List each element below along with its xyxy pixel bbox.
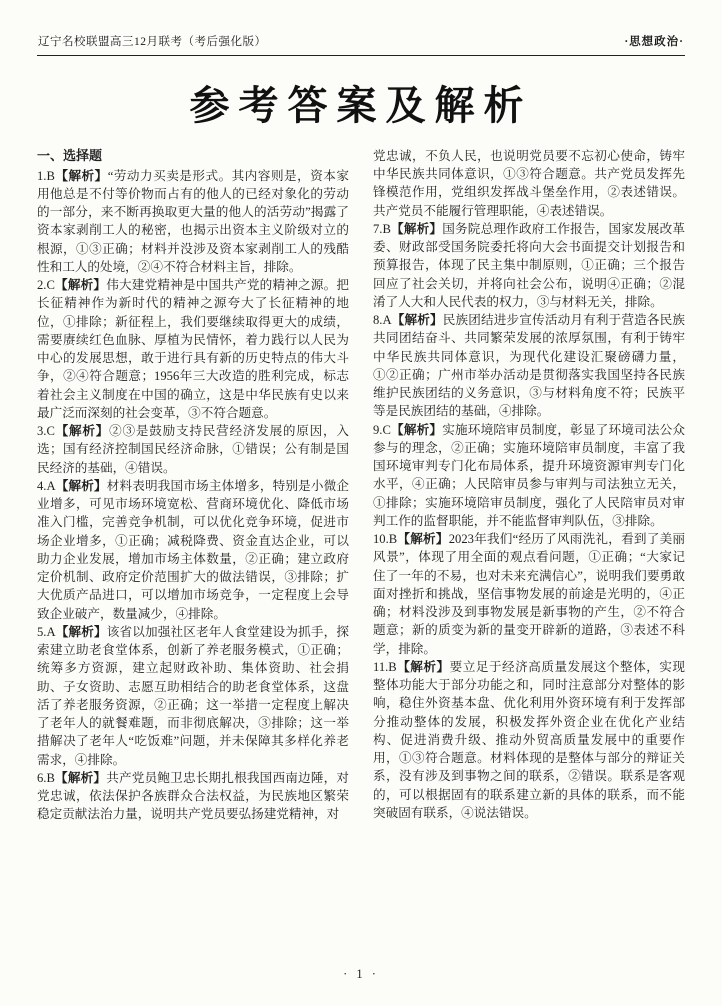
- answer-text: ②③是鼓励支持民营经济发展的原因，入选；国有经济控制国民经济命脉，①错误；公有制是国民经济的基础，④错误。: [37, 424, 350, 475]
- answer-item-4: [37, 477, 349, 623]
- subject-label: ·思想政治·: [624, 36, 684, 48]
- exam-title: 辽宁名校联盟高三12月联考（考后强化版）: [38, 36, 267, 48]
- answer-item-6-continuation: [373, 147, 685, 220]
- answer-text: 共产党员鲍卫忠长期扎根我国西南边陲，对党忠诚，依法保护各族群众合法权益，为民族地区繁荣稳定贡献法治力量，说明共产党员要弘扬建党精神，对: [37, 770, 350, 822]
- answer-number: 9.C: [373, 422, 391, 437]
- answer-item-11: [373, 658, 685, 822]
- answer-item-6: [37, 769, 349, 824]
- page-header: [37, 36, 685, 55]
- document-title: 参考答案及解析: [189, 82, 533, 128]
- answer-item-8: [373, 311, 685, 421]
- answer-text: 要立足于经济高质量发展这个整体，实现整体功能大于部分功能之和，同时注意部分对整体的影响，稳住外资基本盘、优化利用外资环境有利于发挥部分推动整体的发展，积极发挥外资企业在优化产业结构、促进消费升级、推动外贸高质量发展中的重要作用，①③符合题意。材料体现的是整体与部分的辩证关系，没有涉及到事物之间的联系，②错误。联系是客观的，可以根据固有的联系建立新的具体的联系，而不能突破固有联系，④说法错误。: [373, 659, 686, 820]
- answer-item-5: [37, 623, 349, 769]
- analysis-label: 【解析】: [54, 168, 108, 183]
- answer-number: 1.B: [37, 168, 55, 183]
- answer-text: 党忠诚，不负人民，也说明党员要不忘初心使命，铸牢中华民族共同体意识，①③符合题意。共产党员发挥先锋模范作用，党组织发挥战斗堡垒作用，②表述错误。共产党员不能履行管理职能，④表述错误。: [373, 148, 685, 218]
- answer-text: 民族团结进步宣传活动月有利于营造各民族共同团结奋斗、共同繁荣发展的浓厚氛围，有利于铸牢中华民族共同体意识，为现代化建设汇聚磅礴力量，①②正确；广州市举办活动是贯彻落实我国坚持各民族维护民族团结的义务意识，③与材料角度不符；民族平等是民族团结的基础，④排除。: [373, 313, 686, 419]
- answer-number: 3.C: [37, 424, 55, 439]
- answer-text: 实施环境陪审员制度，彰显了环境司法公众参与的理念，②正确；实施环境陪审员制度，丰富了我国环境审判专门化布局体系，提升环境资源审判专门化水平，④正确；人民陪审员参与审判与司法独立无关，①排除；实施环境陪审员制度，强化了人民陪审员对审判工作的监督职能，并不能监督审判队伍，③排除。: [373, 422, 686, 528]
- answer-number: 8.A: [373, 313, 392, 328]
- answer-item-3: [37, 422, 349, 477]
- analysis-label: 【解析】: [55, 478, 107, 493]
- answer-number: 2.C: [37, 278, 55, 293]
- answer-item-7: [373, 220, 685, 311]
- section-heading: 一、选择题: [37, 147, 103, 163]
- answer-text: 2023年我们“经历了风雨洗礼，看到了美丽风景”，体现了用全面的观点看问题，①正确；“大家记住了一年的不易，也对未来充满信心”，说明我们要勇敢面对挫折和挑战，坚信事物发展的前途是光明的，④正确；材料没涉及到事物发展是新事物的产生，②不符合题意；新的质变为新的量变开辟新的道路，③表述不科学，排除。: [373, 532, 686, 656]
- page-number: · 1 ·: [343, 967, 379, 981]
- answer-number: 5.A: [37, 624, 56, 639]
- answer-number: 6.B: [37, 770, 55, 785]
- answer-number: 11.B: [373, 659, 397, 674]
- right-column: [373, 147, 685, 824]
- header-divider: [37, 55, 685, 56]
- content-columns: [37, 147, 685, 824]
- answer-number: 7.B: [373, 221, 391, 236]
- analysis-label: 【解析】: [391, 313, 443, 328]
- answer-item-10: [373, 530, 685, 658]
- answer-number: 4.A: [37, 478, 56, 493]
- answer-text: “劳动力买卖是形式。其内容则是，资本家用他总是不付等价物而占有的他人的已经对象化的劳动的一部分，来不断再换取更大量的他人的活劳动”揭露了资本家剥削工人的秘密，也揭示出资本主义阶级对立的根源，①③正确；材料并没涉及资本家剥削工人的残酷性和工人的处境，②④不符合材料主旨，排除。: [37, 168, 349, 274]
- analysis-label: 【解析】: [397, 532, 449, 547]
- analysis-label: 【解析】: [55, 624, 107, 639]
- analysis-label: 【解析】: [54, 278, 107, 293]
- answer-number: 10.B: [373, 532, 398, 547]
- analysis-label: 【解析】: [390, 422, 443, 437]
- answer-item-1: [37, 167, 349, 277]
- analysis-label: 【解析】: [54, 424, 110, 439]
- answer-text: 材料表明我国市场主体增多，特别是小微企业增多，可见市场环境宽松、营商环境优化、降低市场准入门槛，完善竞争机制，可以优化竞争环境，促进市场企业增多，①正确；减税降费、资金直达企业，可以助力企业发展，增加市场主体数量，②正确；建立政府定价机制、政府定价范围扩大的做法错误，③排除；扩大优质产品进口，可以增加市场竞争，一定程度上会导致企业破产，数量减少，④排除。: [37, 478, 350, 621]
- analysis-label: 【解析】: [396, 659, 450, 674]
- left-column: [37, 147, 349, 824]
- analysis-label: 【解析】: [390, 221, 443, 236]
- answer-item-2: [37, 276, 349, 422]
- analysis-label: 【解析】: [54, 770, 107, 785]
- answer-text: 国务院总理作政府工作报告，国家发展改革委、财政部受国务院委托将向大会书面提交计划报告和预算报告，体现了民主集中制原则，①正确；三个报告回应了社会关切，并将向社会公布，说明④正确；②混淆了人大和人民代表的权力，③与材料无关，排除。: [373, 221, 686, 309]
- answer-text: 伟大建党精神是中国共产党的精神之源。把长征精神作为新时代的精神之源夸大了长征精神的地位，①排除；新征程上，我们要继续取得更大的成绩，需要赓续红色血脉、厚植为民情怀，着力践行以人民为中心的发展思想，敢于进行具有新的历史特点的伟大斗争，②④符合题意；1956年三大改造的胜利完成，标志着社会主义制度在中国的确立，这是中华民族有史以来最广泛而深刻的社会变革，③不符合题意。: [37, 278, 350, 420]
- answer-item-9: [373, 421, 685, 531]
- answer-text: 该省以加强社区老年人食堂建设为抓手，探索建立助老食堂体系，创新了养老服务模式，①正确；统筹多方资源，建立起财政补助、集体资助、社会捐助、子女资助、志愿互助相结合的助老食堂体系，这盘活了养老服务资源，②正确；这一举措一定程度上解决了老年人的就餐难题，而非彻底解决，③排除；这一举措解决了老年人“吃饭难”问题，并未保障其多样化养老需求，④排除。: [37, 624, 350, 767]
